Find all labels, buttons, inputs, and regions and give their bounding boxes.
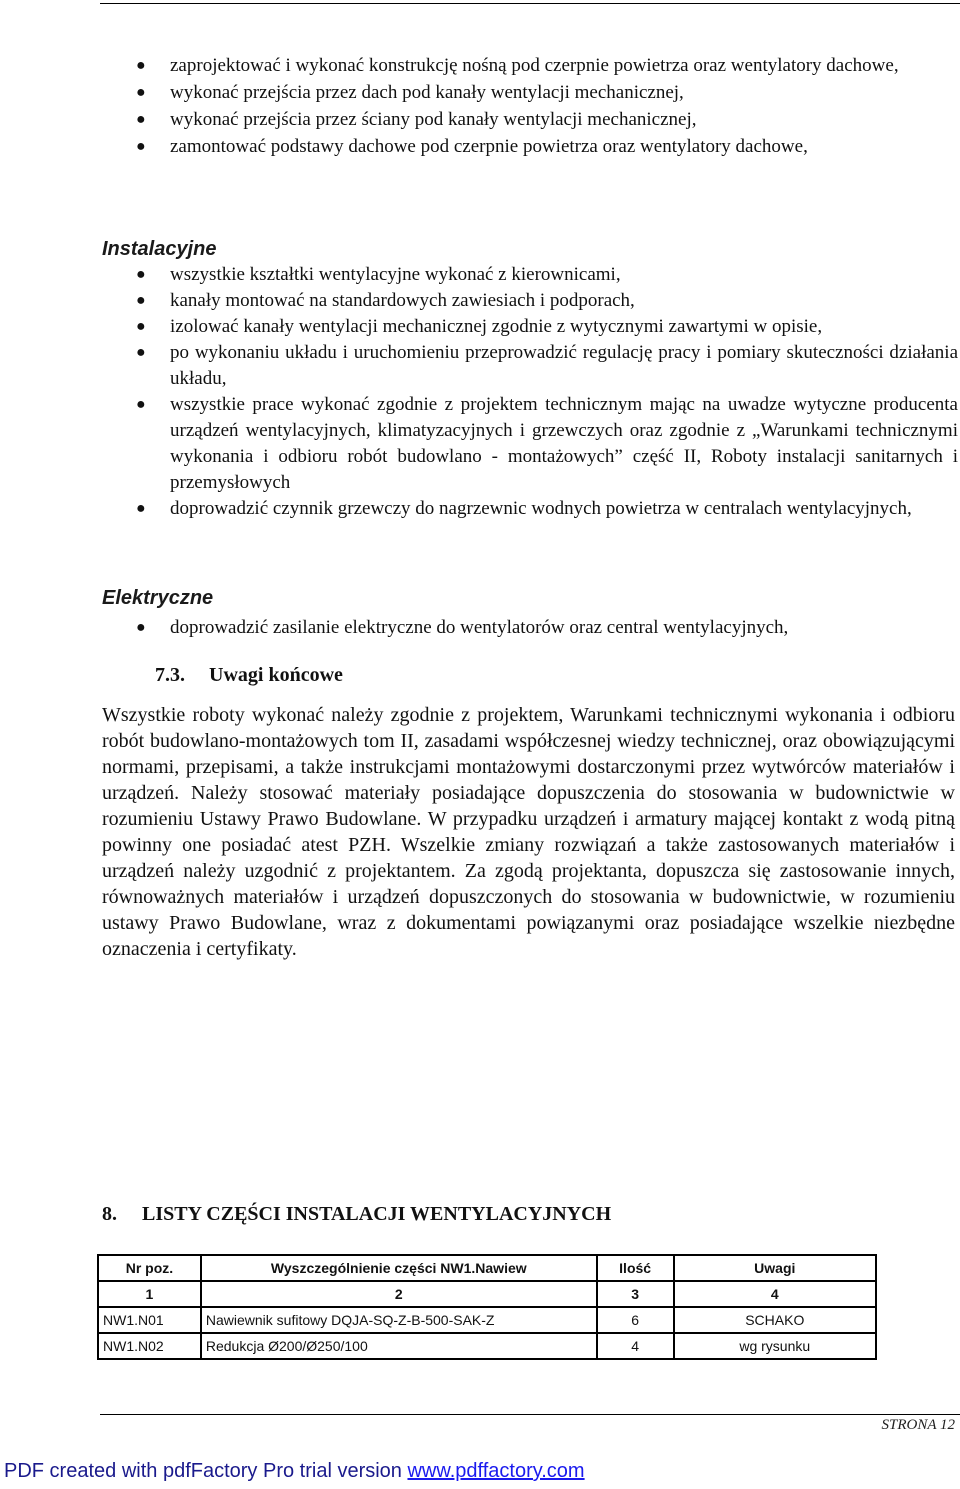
table-cell: SCHAKO bbox=[674, 1307, 876, 1333]
column-header: Nr poz. bbox=[98, 1255, 201, 1281]
footer-text: PDF created with pdfFactory Pro trial version bbox=[4, 1460, 408, 1482]
footer-rule bbox=[100, 1414, 960, 1415]
table-cell: NW1.N02 bbox=[98, 1333, 201, 1359]
table-header-row bbox=[98, 1255, 876, 1281]
pdf-footer bbox=[4, 1460, 585, 1483]
list-item: ● zamontować podstawy dachowe pod czerpnie powietrza oraz wentylatory dachowe, bbox=[100, 133, 960, 160]
section-number: 7.3. bbox=[155, 664, 185, 686]
bullet-icon: ● bbox=[136, 344, 146, 361]
table-cell: 4 bbox=[597, 1333, 674, 1359]
table-cell: 2 bbox=[201, 1281, 597, 1307]
column-header: Uwagi bbox=[674, 1255, 876, 1281]
table-row bbox=[98, 1307, 876, 1333]
table-index-row bbox=[98, 1281, 876, 1307]
table-cell: NW1.N01 bbox=[98, 1307, 201, 1333]
bullet-icon: ● bbox=[136, 619, 146, 636]
list-item: ● wykonać przejścia przez dach pod kanały wentylacji mechanicznej, bbox=[100, 79, 960, 106]
bullet-icon: ● bbox=[136, 396, 146, 413]
bullet-icon: ● bbox=[136, 84, 146, 101]
bullet-icon: ● bbox=[136, 266, 146, 283]
list-item: ● wszystkie prace wykonać zgodnie z projektem technicznym mając na uwadze wytyczne producenta urządzeń wentylacyjnych, klimatyzacyjnych i grzewczych oraz zgodnie z „Warunkami technicznymi wykonania i odbioru robót budowlano - montażowych” część II, Roboty instalacji sanitarnych i przemysłowych bbox=[136, 394, 958, 493]
instalacyjne-list bbox=[100, 262, 958, 522]
column-header: Wyszczególnienie części NW1.Nawiew bbox=[201, 1255, 597, 1281]
section-number: 8. bbox=[102, 1203, 117, 1225]
table-row bbox=[98, 1333, 876, 1359]
section-heading-elektryczne: Elektryczne bbox=[102, 587, 214, 609]
table-cell: 6 bbox=[597, 1307, 674, 1333]
list-item: ● doprowadzić czynnik grzewczy do nagrzewnic wodnych powietrza w centralach wentylacyjnych, bbox=[100, 496, 958, 522]
table-cell: wg rysunku bbox=[674, 1333, 876, 1359]
table-cell: 3 bbox=[597, 1281, 674, 1307]
section-heading-instalacyjne: Instalacyjne bbox=[102, 238, 217, 260]
final-remarks-paragraph: Wszystkie roboty wykonać należy zgodnie z projektem, Warunkami technicznymi wykonania i odbioru robót budowlano-montażowych tom II, zasadami współczesnej wiedzy technicznej, oraz obowiązującymi normami, przepisami, a także instrukcjami montażowymi dostarczonymi przez wytwórców materiałów i urządzeń. Należy stosować materiały posiadające dopuszczenia do stosowania w budownictwie w rozumieniu Ustawy Prawo Budowlane. W przypadku urządzeń i armatury mającej kontakt z wodą pitną powinny one posiadać atest PZH. Wszelkie zmiany rozwiązań a także zastosowanych materiałów i urządzeń należy uzgodnić z projektantem. Za zgodą projektanta, dopuszcza się zastosowanie innych, równoważnych materiałów i urządzeń dopuszczonych do stosowania w budownictwie, w rozumieniu ustawy Prawo Budowlane, wraz z dokumentami powiązanymi oraz posiadające wszelkie niezbędne oznaczenia i certyfikaty. bbox=[102, 704, 955, 960]
page-number: STRONA 12 bbox=[881, 1417, 955, 1433]
list-item: ● zaprojektować i wykonać konstrukcję nośną pod czerpnie powietrza oraz wentylatory dachowe, bbox=[100, 52, 960, 79]
section-title: Uwagi końcowe bbox=[209, 664, 343, 686]
section-title: LISTY CZĘŚCI INSTALACJI WENTYLACYJNYCH bbox=[142, 1203, 612, 1225]
section-heading-7-3 bbox=[155, 664, 343, 687]
header-rule bbox=[100, 3, 960, 4]
table-cell: Nawiewnik sufitowy DQJA-SQ-Z-B-500-SAK-Z bbox=[201, 1307, 597, 1333]
list-item: ● wszystkie kształtki wentylacyjne wykonać z kierownicami, bbox=[100, 262, 958, 288]
table-cell: Redukcja Ø200/Ø250/100 bbox=[201, 1333, 597, 1359]
column-header: Ilość bbox=[597, 1255, 674, 1281]
bullet-icon: ● bbox=[136, 318, 146, 335]
bullet-icon: ● bbox=[136, 111, 146, 128]
table-cell: 1 bbox=[98, 1281, 201, 1307]
section-heading-8 bbox=[102, 1203, 611, 1226]
list-item: ● po wykonaniu układu i uruchomieniu przeprowadzić regulację pracy i pomiary skuteczności działania układu, bbox=[136, 342, 958, 389]
list-item: ● doprowadzić zasilanie elektryczne do wentylatorów oraz central wentylacyjnych, bbox=[100, 615, 958, 641]
table-cell: 4 bbox=[674, 1281, 876, 1307]
roof-works-list bbox=[100, 52, 960, 160]
elektryczne-list bbox=[100, 615, 958, 641]
list-item: ● kanały montować na standardowych zawiesiach i podporach, bbox=[100, 288, 958, 314]
bullet-icon: ● bbox=[136, 138, 146, 155]
list-item: ● wykonać przejścia przez ściany pod kanały wentylacji mechanicznej, bbox=[100, 106, 960, 133]
bullet-icon: ● bbox=[136, 500, 146, 517]
list-item: ● izolować kanały wentylacji mechanicznej zgodnie z wytycznymi zawartymi w opisie, bbox=[100, 314, 958, 340]
parts-list-table bbox=[97, 1254, 877, 1360]
bullet-icon: ● bbox=[136, 57, 146, 74]
footer-link[interactable]: www.pdffactory.com bbox=[407, 1460, 585, 1482]
bullet-icon: ● bbox=[136, 292, 146, 309]
